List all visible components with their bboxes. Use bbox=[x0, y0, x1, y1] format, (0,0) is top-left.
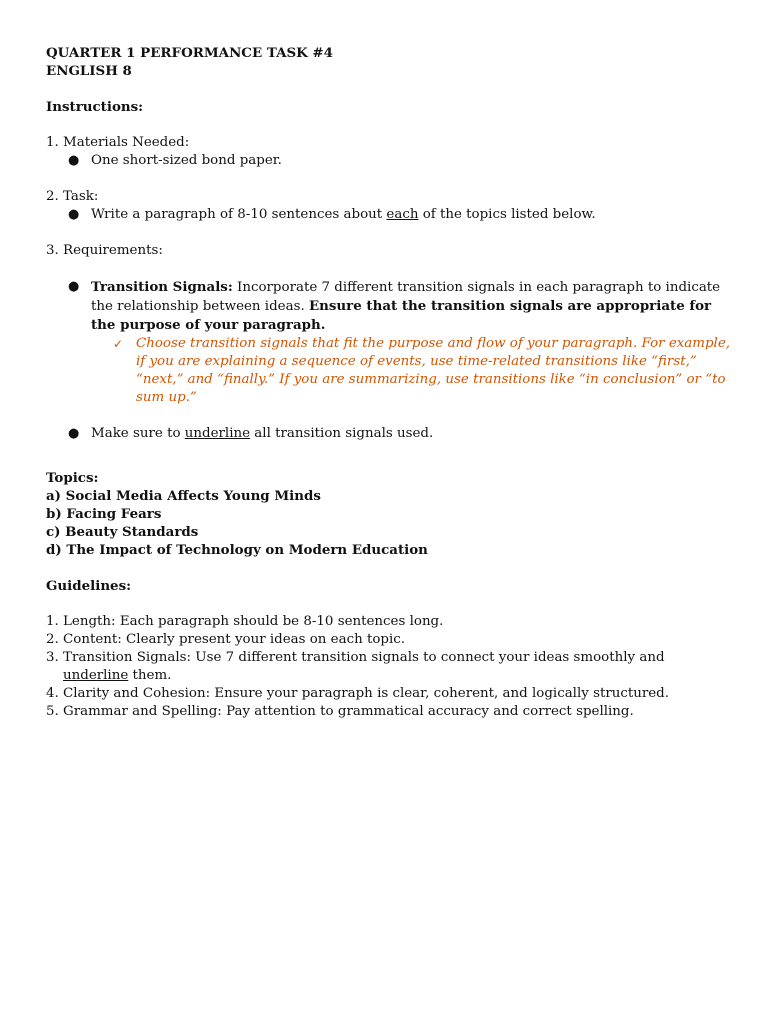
document-page bbox=[46, 44, 736, 721]
guideline-item-3-line-1: 3. Transition Signals: Use 7 different transition signals to connect your ideas smoothly and bbox=[46, 650, 665, 665]
topics-heading: Topics: bbox=[46, 470, 99, 486]
underline-text-pre: Make sure to bbox=[91, 426, 185, 441]
topic-item: b) Facing Fears bbox=[46, 506, 162, 522]
materials-heading: 1. Materials Needed: bbox=[46, 135, 190, 150]
guideline-item: 1. Length: Each paragraph should be 8-10 sentences long. bbox=[46, 614, 444, 629]
guideline-item-3-post: them. bbox=[128, 668, 172, 683]
transition-requirement bbox=[46, 278, 731, 335]
topic-item: a) Social Media Affects Young Minds bbox=[46, 488, 321, 504]
underline-text-post: all transition signals used. bbox=[250, 426, 434, 441]
underline-requirement bbox=[46, 425, 736, 443]
transition-bold-text: Ensure that the transition signals are appropriate for the purpose of your paragraph. bbox=[91, 298, 712, 333]
task-text-pre: Write a paragraph of 8-10 sentences about bbox=[91, 207, 387, 222]
materials-item-text: One short-sized bond paper. bbox=[91, 153, 282, 168]
guideline-item-3-line-2 bbox=[46, 667, 736, 685]
transition-note bbox=[46, 335, 736, 407]
guideline-item: 2. Content: Clearly present your ideas on each topic. bbox=[46, 632, 406, 647]
document-title: QUARTER 1 PERFORMANCE TASK #4 bbox=[46, 45, 333, 61]
guideline-underline-word: underline bbox=[63, 668, 129, 683]
task-heading: 2. Task: bbox=[46, 189, 99, 204]
bullet-icon: ● bbox=[68, 279, 80, 294]
bullet-icon: ● bbox=[68, 207, 80, 222]
document-subject: ENGLISH 8 bbox=[46, 63, 132, 79]
underline-word: underline bbox=[184, 426, 251, 441]
materials-item bbox=[46, 152, 736, 170]
topic-item: c) Beauty Standards bbox=[46, 524, 199, 540]
task-text-post: of the topics listed below. bbox=[418, 207, 596, 222]
transition-label: Transition Signals: bbox=[91, 279, 233, 295]
instructions-heading: Instructions: bbox=[46, 99, 144, 115]
requirements-heading: 3. Requirements: bbox=[46, 243, 163, 258]
bullet-icon: ● bbox=[68, 426, 80, 441]
task-text-underlined: each bbox=[386, 207, 419, 222]
transition-text: Incorporate 7 different transition signals in each paragraph to indicate the relationship between ideas. bbox=[91, 280, 721, 314]
bullet-icon: ● bbox=[68, 153, 80, 168]
guidelines-heading: Guidelines: bbox=[46, 578, 132, 594]
guideline-item: 5. Grammar and Spelling: Pay attention to grammatical accuracy and correct spelling. bbox=[46, 704, 634, 719]
guideline-item: 4. Clarity and Cohesion: Ensure your paragraph is clear, coherent, and logically structured. bbox=[46, 686, 670, 701]
transition-note-text: Choose transition signals that fit the purpose and flow of your paragraph. For example, if you are explaining a sequence of events, use time-related transitions like “first,” “next,” and “finally.” If you are summarizing, use transitions like “in conclusion” or “to sum up.” bbox=[136, 336, 731, 405]
task-item bbox=[46, 206, 736, 224]
checkmark-icon: ✓ bbox=[113, 337, 124, 351]
topic-item: d) The Impact of Technology on Modern Education bbox=[46, 542, 428, 558]
